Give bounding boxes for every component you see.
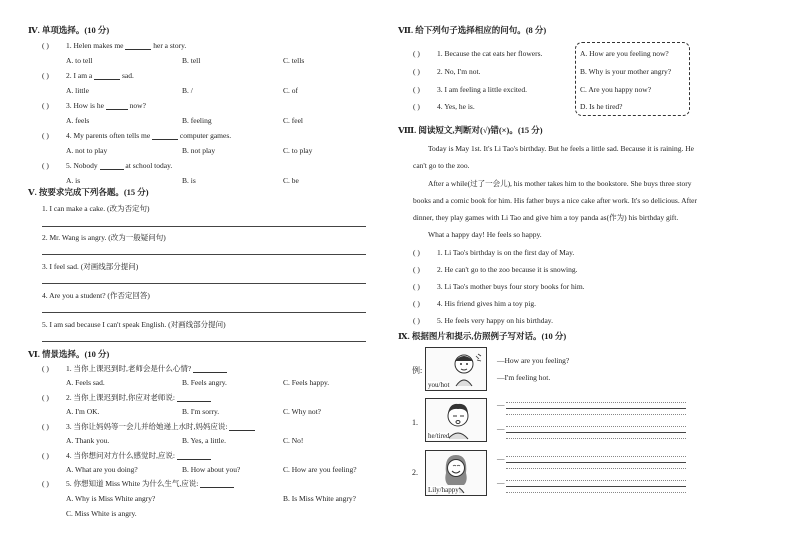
guide-line [506, 456, 686, 457]
guide-line [506, 468, 686, 469]
question-text: 5. 你想知道 Miss White 为什么生气,应说: [66, 479, 199, 488]
answer-paren[interactable]: ( ) [413, 299, 420, 308]
blank[interactable] [193, 364, 227, 373]
example-label: 例: [412, 366, 423, 375]
option-a: A. not to play [66, 146, 108, 155]
section-7-heading: Ⅶ. 给下列句子选择相应的问句。(8 分) [398, 25, 547, 35]
option-c: C. Why not? [283, 407, 321, 416]
picture-caption: Lily/happy [428, 486, 459, 494]
s7-sentence-4: 4. Yes, he is. [437, 102, 475, 111]
blank[interactable] [94, 71, 120, 80]
blank[interactable] [200, 479, 234, 488]
passage-line-3: After a while(过了一会儿), his mother takes him to the bookstore. She buys three story [428, 179, 692, 188]
section-8-heading: Ⅷ. 阅读短文,判断对(√)错(×)。(15 分) [398, 125, 543, 135]
blank[interactable] [177, 393, 211, 402]
s5-question-3: 3. I feel sad. (对画线部分提问) [42, 262, 139, 271]
guide-line [506, 480, 686, 481]
task-2-number: 2. [412, 468, 418, 477]
option-c: C. feel [283, 116, 303, 125]
option-a: A. What are you doing? [66, 465, 138, 474]
question-text: 1. Helen makes me [66, 41, 124, 50]
example-question: —How are you feeling? [497, 356, 570, 365]
question-text-end: now? [129, 101, 146, 110]
s5-question-1: 1. I can make a cake. (改为否定句) [42, 204, 150, 213]
blank[interactable] [125, 41, 151, 50]
option-c: C. Miss White is angry. [66, 509, 137, 518]
s5-question-2: 2. Mr. Wang is angry. (改为一般疑问句) [42, 233, 166, 242]
s7-sentence-3: 3. I am feeling a little excited. [437, 85, 527, 94]
option-c: C. Are you happy now? [580, 85, 652, 94]
s7-sentence-2: 2. No, I'm not. [437, 67, 481, 76]
option-b: B. I'm sorry. [182, 407, 220, 416]
answer-paren[interactable]: ( ) [413, 265, 420, 274]
answer-paren[interactable]: ( ) [413, 49, 420, 58]
answer-paren[interactable]: ( ) [42, 364, 49, 373]
question-text: 4. My parents often tells me [66, 131, 151, 140]
answer-paren[interactable]: ( ) [42, 451, 49, 460]
answer-paren[interactable]: ( ) [413, 67, 420, 76]
s8-statement-3: 3. Li Tao's mother buys four story books for him. [437, 282, 585, 291]
option-b: B. not play [182, 146, 216, 155]
dialogue-dash: — [497, 424, 505, 433]
answer-line[interactable] [506, 486, 686, 487]
guide-line [506, 414, 686, 415]
section-9-heading: Ⅸ. 根据图片和提示,仿照例子写对话。(10 分) [398, 331, 567, 341]
option-c: C. be [283, 176, 299, 185]
option-b: B. feeling [182, 116, 212, 125]
s8-statement-2: 2. He can't go to the zoo because it is snowing. [437, 265, 578, 274]
answer-paren[interactable]: ( ) [42, 131, 49, 140]
question-text: 3. How is he [66, 101, 104, 110]
answer-line[interactable] [42, 283, 366, 284]
picture-caption: he/tired [428, 432, 450, 440]
blank[interactable] [100, 161, 124, 170]
guide-line [506, 426, 686, 427]
option-c: C. of [283, 86, 298, 95]
option-c: C. How are you feeling? [283, 465, 357, 474]
answer-paren[interactable]: ( ) [42, 161, 49, 170]
blank[interactable] [152, 131, 178, 140]
option-c: C. Feels happy. [283, 378, 330, 387]
section-6-heading: Ⅵ. 情景选择。(10 分) [28, 349, 110, 359]
answer-line[interactable] [42, 254, 366, 255]
question-text-end: her a story. [153, 41, 187, 50]
blank[interactable] [177, 451, 211, 460]
option-a: A. Thank you. [66, 436, 110, 445]
answer-paren[interactable]: ( ) [42, 101, 49, 110]
option-b: B. How about you? [182, 465, 241, 474]
dialogue-dash: — [497, 478, 505, 487]
answer-line[interactable] [42, 312, 366, 313]
guide-line [506, 492, 686, 493]
blank[interactable] [229, 422, 255, 431]
option-b: B. Why is your mother angry? [580, 67, 672, 76]
answer-paren[interactable]: ( ) [42, 479, 49, 488]
question-text-end: computer games. [179, 131, 232, 140]
answer-paren[interactable]: ( ) [42, 71, 49, 80]
dialogue-dash: — [497, 454, 505, 463]
example-answer: —I'm feeling hot. [497, 373, 551, 382]
option-b: B. / [182, 86, 193, 95]
guide-line [506, 438, 686, 439]
s5-question-5: 5. I am sad because I can't speak English. (对画线部分提问) [42, 320, 226, 329]
option-c: C. No! [283, 436, 304, 445]
question-text-end: at school today. [125, 161, 173, 170]
task-2-picture [425, 450, 487, 496]
answer-line[interactable] [506, 462, 686, 463]
s8-statement-4: 4. His friend gives him a toy pig. [437, 299, 536, 308]
question-text: 2. I am a [66, 71, 93, 80]
option-c: C. to play [283, 146, 313, 155]
question-text: 1. 当你上课迟到时,老师会是什么心情? [66, 364, 192, 373]
option-a: A. Why is Miss White angry? [66, 494, 156, 503]
answer-paren[interactable]: ( ) [42, 41, 49, 50]
blank[interactable] [106, 101, 128, 110]
option-a: A. is [66, 176, 81, 185]
answer-line[interactable] [42, 341, 366, 342]
option-a: A. I'm OK. [66, 407, 100, 416]
s8-statement-1: 1. Li Tao's birthday is on the first day of May. [437, 248, 575, 257]
option-b: B. Feels angry. [182, 378, 227, 387]
option-a: A. to tell [66, 56, 93, 65]
option-b: B. Is Miss White angry? [283, 494, 356, 503]
answer-line[interactable] [506, 432, 686, 433]
question-text: 4. 当你想问对方什么感觉时,应说: [66, 451, 175, 460]
question-text: 3. 当你让妈妈等一会儿并给她递上水时,妈妈应说: [66, 422, 228, 431]
example-picture [425, 347, 487, 391]
answer-line[interactable] [506, 408, 686, 409]
option-a: A. How are you feeling now? [580, 49, 669, 58]
option-a: A. little [66, 86, 89, 95]
picture-caption: you/hot [428, 381, 450, 389]
section-5-heading: Ⅴ. 按要求完成下列各题。(15 分) [28, 187, 149, 197]
answer-paren[interactable]: ( ) [413, 316, 420, 325]
task-1-picture [425, 398, 487, 442]
answer-paren[interactable]: ( ) [413, 102, 420, 111]
option-a: A. feels [66, 116, 90, 125]
s7-sentence-1: 1. Because the cat eats her flowers. [437, 49, 543, 58]
answer-paren[interactable]: ( ) [413, 248, 420, 257]
option-b: B. Yes, a little. [182, 436, 226, 445]
question-text: 2. 当你上课迟到时,你应对老师说: [66, 393, 175, 402]
option-a: A. Feels sad. [66, 378, 105, 387]
option-b: B. is [182, 176, 196, 185]
option-d: D. Is he tired? [580, 102, 623, 111]
option-c: C. tells [283, 56, 305, 65]
passage-line-4: books and a comic book for him. His father buys a nice cake after work. It's so delicious. After [413, 196, 697, 205]
passage-line-6: What a happy day! He feels so happy. [428, 230, 542, 239]
section-4-heading: Ⅳ. 单项选择。(10 分) [28, 25, 110, 35]
task-1-number: 1. [412, 418, 418, 427]
dialogue-dash: — [497, 400, 505, 409]
option-b: B. tell [182, 56, 201, 65]
question-text-end: sad. [122, 71, 134, 80]
answer-paren[interactable]: ( ) [42, 393, 49, 402]
passage-line-5: dinner, they play games with Li Tao and give him a toy panda as(作为) his birthday gift. [413, 213, 679, 222]
answer-paren[interactable]: ( ) [413, 85, 420, 94]
s8-statement-5: 5. He feels very happy on his birthday. [437, 316, 553, 325]
s5-question-4: 4. Are you a student? (作否定回答) [42, 291, 150, 300]
passage-line-2: can't go to the zoo. [413, 161, 470, 170]
answer-paren[interactable]: ( ) [413, 282, 420, 291]
passage-line-1: Today is May 1st. It's Li Tao's birthday. But he feels a little sad. Because it is raining. He [428, 144, 694, 153]
question-text: 5. Nobody [66, 161, 98, 170]
guide-line [506, 402, 686, 403]
answer-line[interactable] [42, 226, 366, 227]
answer-paren[interactable]: ( ) [42, 422, 49, 431]
